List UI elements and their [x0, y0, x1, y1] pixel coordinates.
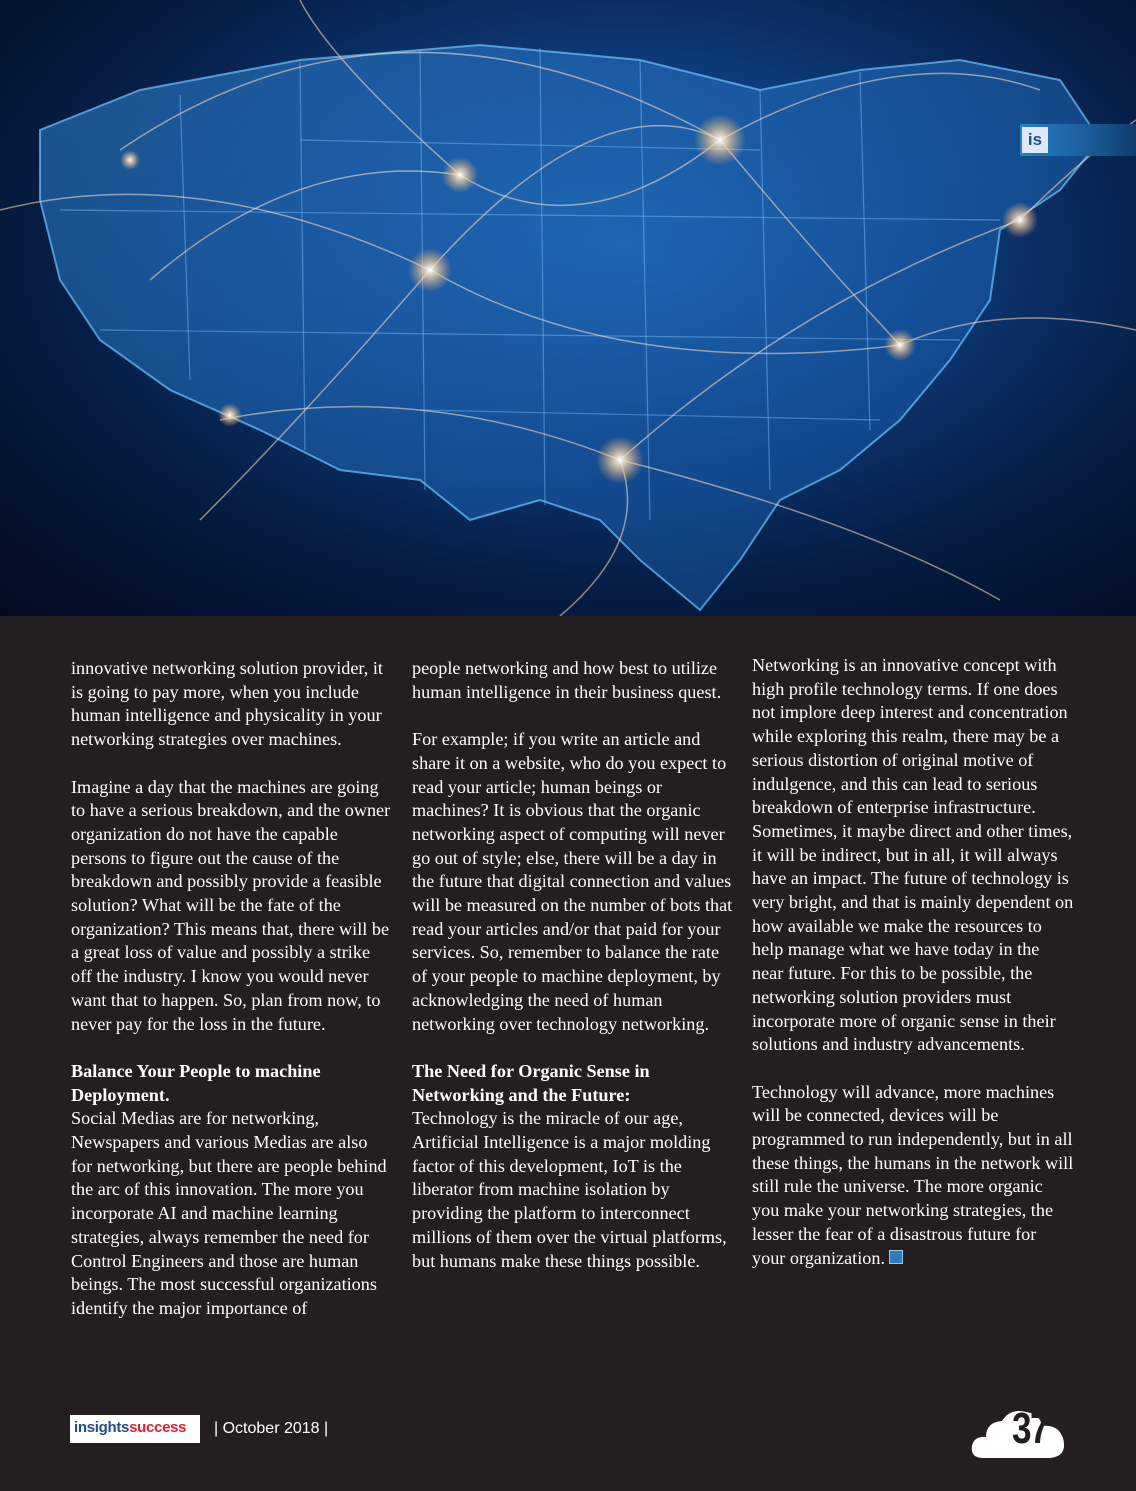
page-number: 37: [1012, 1404, 1048, 1453]
network-map-graphic: [0, 0, 1136, 616]
logo-text-main: insights: [74, 1419, 130, 1436]
section-heading: Balance Your People to machine Deployment.: [71, 1060, 321, 1105]
article-column-1: [71, 657, 393, 1344]
paragraph: Social Medias are for networking, Newspapers and various Medias are also for networking, but there are people behind the arc of this innovation. The more you incorporate AI and machine learning strategies, always remember the need for Control Engineers and those are human beings. The most successful organizations identify the major importance of: [71, 1108, 387, 1318]
paragraph: people networking and how best to utilize human intelligence in their business quest.: [412, 658, 722, 702]
paragraph: Imagine a day that the machines are going to have a serious breakdown, and the owner organization do not have the capable persons to figure out the cause of the breakdown and possibly provide a feasible solution? What will be the fate of the organization? This means that, there will be a great loss of value and possibly a strike off the industry. I know you would never want that to happen. So, plan from now, to never pay for the loss in the future.: [71, 776, 391, 1034]
hero-network-map-image: [0, 0, 1136, 616]
paragraph-final: [752, 1081, 1074, 1271]
issue-date: | October 2018 |: [214, 1420, 329, 1437]
logo-text-accent: success: [129, 1419, 187, 1436]
article-column-3: [752, 654, 1074, 1294]
paragraph-text: Technology will advance, more machines will be connected, devices will be programmed to run independently, but in all these things, the humans in the network will still rule the universe. The more organic you make your networking strategies, the lesser the fear of a disastrous future for your organization.: [752, 1081, 1074, 1268]
section-heading: The Need for Organic Sense in Networking and the Future:: [412, 1060, 650, 1105]
magazine-badge-strip: [1020, 124, 1136, 156]
paragraph: Networking is an innovative concept with high profile technology terms. If one does not implore deep interest and concentration while exploring this realm, there may be a serious distortion of original motive of indulgence, and this can lead to serious breakdown of enterprise infrastructure. Sometimes, it maybe direct and other times, it will be indirect, but in all, it will always have an impact. The future of technology is very bright, and that is mainly dependent on how available we make the resources to help manage what we have today in the near future. For this to be possible, the networking solution providers must incorporate more of organic sense in their solutions and industry advancements.: [752, 655, 1074, 1055]
paragraph: innovative networking solution provider, it is going to pay more, when you include human intelligence and physicality in your networking strategies over machines.: [71, 658, 383, 750]
paragraph: Technology is the miracle of our age, Artificial Intelligence is a major molding factor of this development, IoT is the liberator from machine isolation by providing the platform to interconnect millions of them over the virtual platforms, but humans make these things possible.: [412, 1108, 727, 1271]
insights-success-logo-icon: is: [1022, 127, 1048, 153]
article-column-2: [412, 657, 734, 1297]
end-mark-logo-icon: [889, 1250, 903, 1264]
paragraph: For example; if you write an article and share it on a website, who do you expect to read your article; human beings or machines? It is obvious that the organic networking aspect of computing will never go out of style; else, there will be a day in the future that digital connection and values will be measured on the number of bots that read your articles and/or that paid for your services. So, remember to balance the rate of your people to machine deployment, by acknowledging the need of human networking over technology networking.: [412, 729, 733, 1034]
insights-success-logo: [70, 1415, 200, 1443]
